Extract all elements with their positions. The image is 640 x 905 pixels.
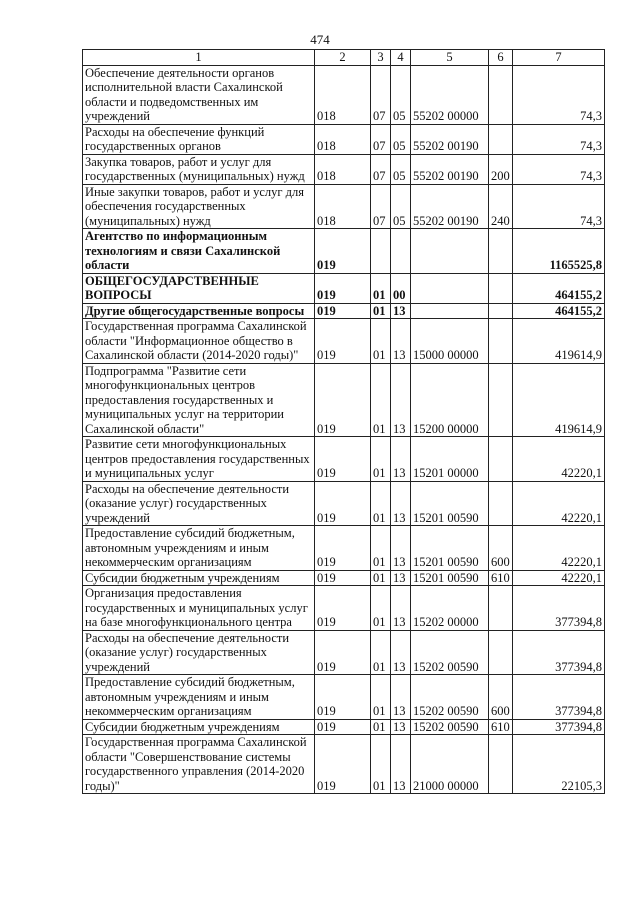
row-csr-cell: 55202 00190 bbox=[411, 124, 489, 154]
row-name-cell: Другие общегосударственные вопросы bbox=[83, 303, 315, 319]
row-vr-cell: 600 bbox=[489, 526, 513, 571]
row-vr-cell: 610 bbox=[489, 719, 513, 735]
row-pr-cell: 13 bbox=[391, 719, 411, 735]
table-row bbox=[83, 184, 605, 229]
table-row bbox=[83, 481, 605, 526]
row-sum-cell: 42220,1 bbox=[513, 570, 605, 586]
row-pr-cell: 13 bbox=[391, 586, 411, 631]
row-vr-cell bbox=[489, 303, 513, 319]
row-name-cell: ОБЩЕГОСУДАРСТВЕННЫЕ ВОПРОСЫ bbox=[83, 273, 315, 303]
row-ved-cell: 019 bbox=[315, 229, 371, 274]
row-rz-cell: 07 bbox=[371, 154, 391, 184]
table-row bbox=[83, 719, 605, 735]
column-header: 2 bbox=[315, 50, 371, 66]
row-sum-cell: 377394,8 bbox=[513, 675, 605, 720]
row-name-cell: Государственная программа Сахалинской области "Информационное общество в Сахалинской области (2014-2020 годы)" bbox=[83, 319, 315, 364]
row-vr-cell bbox=[489, 124, 513, 154]
row-pr-cell: 13 bbox=[391, 437, 411, 482]
row-ved-cell: 019 bbox=[315, 273, 371, 303]
column-header: 3 bbox=[371, 50, 391, 66]
row-vr-cell: 600 bbox=[489, 675, 513, 720]
row-vr-cell bbox=[489, 630, 513, 675]
row-pr-cell: 13 bbox=[391, 363, 411, 437]
table-row bbox=[83, 154, 605, 184]
row-sum-cell: 22105,3 bbox=[513, 735, 605, 794]
column-header: 6 bbox=[489, 50, 513, 66]
row-pr-cell bbox=[391, 229, 411, 274]
row-vr-cell bbox=[489, 481, 513, 526]
row-vr-cell bbox=[489, 273, 513, 303]
row-rz-cell: 01 bbox=[371, 675, 391, 720]
row-csr-cell: 15201 00000 bbox=[411, 437, 489, 482]
row-name-cell: Расходы на обеспечение функций государственных органов bbox=[83, 124, 315, 154]
row-pr-cell: 05 bbox=[391, 124, 411, 154]
row-rz-cell: 01 bbox=[371, 481, 391, 526]
row-pr-cell: 13 bbox=[391, 570, 411, 586]
row-csr-cell bbox=[411, 273, 489, 303]
row-sum-cell: 42220,1 bbox=[513, 526, 605, 571]
table-row bbox=[83, 630, 605, 675]
table-row bbox=[83, 586, 605, 631]
row-rz-cell: 01 bbox=[371, 719, 391, 735]
row-ved-cell: 019 bbox=[315, 675, 371, 720]
row-csr-cell: 15202 00000 bbox=[411, 586, 489, 631]
table-body bbox=[83, 50, 605, 794]
column-header: 7 bbox=[513, 50, 605, 66]
row-vr-cell bbox=[489, 437, 513, 482]
row-vr-cell: 200 bbox=[489, 154, 513, 184]
row-ved-cell: 019 bbox=[315, 303, 371, 319]
row-name-cell: Закупка товаров, работ и услуг для государственных (муниципальных) нужд bbox=[83, 154, 315, 184]
table-row bbox=[83, 570, 605, 586]
row-pr-cell: 05 bbox=[391, 184, 411, 229]
row-vr-cell bbox=[489, 735, 513, 794]
row-name-cell: Субсидии бюджетным учреждениям bbox=[83, 570, 315, 586]
row-pr-cell: 13 bbox=[391, 630, 411, 675]
row-ved-cell: 019 bbox=[315, 481, 371, 526]
row-name-cell: Агентство по информационным технологиям и связи Сахалинской области bbox=[83, 229, 315, 274]
row-csr-cell bbox=[411, 303, 489, 319]
row-ved-cell: 019 bbox=[315, 526, 371, 571]
row-csr-cell: 55202 00000 bbox=[411, 65, 489, 124]
row-name-cell: Развитие сети многофункциональных центров предоставления государственных и муниципальных услуг bbox=[83, 437, 315, 482]
row-ved-cell: 019 bbox=[315, 719, 371, 735]
row-rz-cell: 01 bbox=[371, 303, 391, 319]
row-pr-cell: 00 bbox=[391, 273, 411, 303]
row-name-cell: Подпрограмма "Развитие сети многофункциональных центров предоставления государственных и муниципальных услуг на территории Сахалинской области" bbox=[83, 363, 315, 437]
row-ved-cell: 018 bbox=[315, 65, 371, 124]
table-row bbox=[83, 675, 605, 720]
row-name-cell: Предоставление субсидий бюджетным, автономным учреждениям и иным некоммерческим организациям bbox=[83, 526, 315, 571]
row-csr-cell: 15202 00590 bbox=[411, 675, 489, 720]
row-ved-cell: 019 bbox=[315, 363, 371, 437]
row-pr-cell: 13 bbox=[391, 319, 411, 364]
row-rz-cell: 01 bbox=[371, 735, 391, 794]
row-sum-cell: 377394,8 bbox=[513, 719, 605, 735]
row-ved-cell: 019 bbox=[315, 735, 371, 794]
table-row bbox=[83, 229, 605, 274]
table-row bbox=[83, 437, 605, 482]
table-row bbox=[83, 363, 605, 437]
column-header: 1 bbox=[83, 50, 315, 66]
row-name-cell: Обеспечение деятельности органов исполнительной власти Сахалинской области и подведомственных им учреждений bbox=[83, 65, 315, 124]
row-csr-cell: 15202 00590 bbox=[411, 630, 489, 675]
row-name-cell: Расходы на обеспечение деятельности (оказание услуг) государственных учреждений bbox=[83, 630, 315, 675]
column-header: 5 bbox=[411, 50, 489, 66]
row-rz-cell: 07 bbox=[371, 124, 391, 154]
row-ved-cell: 018 bbox=[315, 154, 371, 184]
row-csr-cell: 15200 00000 bbox=[411, 363, 489, 437]
row-rz-cell: 01 bbox=[371, 273, 391, 303]
table-header-row bbox=[83, 50, 605, 66]
column-header: 4 bbox=[391, 50, 411, 66]
row-ved-cell: 019 bbox=[315, 319, 371, 364]
row-pr-cell: 13 bbox=[391, 735, 411, 794]
row-vr-cell bbox=[489, 319, 513, 364]
row-csr-cell: 15202 00590 bbox=[411, 719, 489, 735]
row-csr-cell: 55202 00190 bbox=[411, 154, 489, 184]
row-pr-cell: 13 bbox=[391, 481, 411, 526]
row-name-cell: Субсидии бюджетным учреждениям bbox=[83, 719, 315, 735]
row-csr-cell: 15201 00590 bbox=[411, 570, 489, 586]
row-sum-cell: 464155,2 bbox=[513, 303, 605, 319]
page-number: 474 bbox=[310, 32, 330, 47]
row-rz-cell: 01 bbox=[371, 319, 391, 364]
row-name-cell: Государственная программа Сахалинской области "Совершенствование системы государственного управления (2014-2020 годы)" bbox=[83, 735, 315, 794]
row-sum-cell: 377394,8 bbox=[513, 630, 605, 675]
row-sum-cell: 74,3 bbox=[513, 154, 605, 184]
row-name-cell: Расходы на обеспечение деятельности (оказание услуг) государственных учреждений bbox=[83, 481, 315, 526]
row-name-cell: Предоставление субсидий бюджетным, автономным учреждениям и иным некоммерческим организациям bbox=[83, 675, 315, 720]
row-sum-cell: 74,3 bbox=[513, 184, 605, 229]
row-ved-cell: 018 bbox=[315, 124, 371, 154]
row-pr-cell: 05 bbox=[391, 65, 411, 124]
row-vr-cell bbox=[489, 586, 513, 631]
row-sum-cell: 42220,1 bbox=[513, 437, 605, 482]
row-csr-cell: 21000 00000 bbox=[411, 735, 489, 794]
row-csr-cell: 15201 00590 bbox=[411, 481, 489, 526]
row-name-cell: Организация предоставления государственных и муниципальных услуг на базе многофункционального центра bbox=[83, 586, 315, 631]
row-sum-cell: 419614,9 bbox=[513, 319, 605, 364]
row-ved-cell: 018 bbox=[315, 184, 371, 229]
row-ved-cell: 019 bbox=[315, 570, 371, 586]
row-rz-cell: 01 bbox=[371, 586, 391, 631]
table-row bbox=[83, 65, 605, 124]
row-csr-cell: 55202 00190 bbox=[411, 184, 489, 229]
row-ved-cell: 019 bbox=[315, 586, 371, 631]
row-vr-cell: 240 bbox=[489, 184, 513, 229]
row-rz-cell: 07 bbox=[371, 65, 391, 124]
table-row bbox=[83, 526, 605, 571]
row-vr-cell bbox=[489, 229, 513, 274]
table-row bbox=[83, 303, 605, 319]
row-rz-cell: 01 bbox=[371, 437, 391, 482]
table-row bbox=[83, 273, 605, 303]
row-rz-cell bbox=[371, 229, 391, 274]
row-sum-cell: 419614,9 bbox=[513, 363, 605, 437]
row-name-cell: Иные закупки товаров, работ и услуг для обеспечения государственных (муниципальных) нужд bbox=[83, 184, 315, 229]
row-rz-cell: 01 bbox=[371, 570, 391, 586]
row-vr-cell: 610 bbox=[489, 570, 513, 586]
row-pr-cell: 05 bbox=[391, 154, 411, 184]
table-row bbox=[83, 319, 605, 364]
row-sum-cell: 74,3 bbox=[513, 65, 605, 124]
row-sum-cell: 1165525,8 bbox=[513, 229, 605, 274]
row-csr-cell: 15201 00590 bbox=[411, 526, 489, 571]
row-sum-cell: 464155,2 bbox=[513, 273, 605, 303]
row-csr-cell bbox=[411, 229, 489, 274]
row-rz-cell: 01 bbox=[371, 363, 391, 437]
row-pr-cell: 13 bbox=[391, 675, 411, 720]
row-vr-cell bbox=[489, 363, 513, 437]
row-vr-cell bbox=[489, 65, 513, 124]
table-row bbox=[83, 735, 605, 794]
row-pr-cell: 13 bbox=[391, 303, 411, 319]
row-sum-cell: 377394,8 bbox=[513, 586, 605, 631]
row-pr-cell: 13 bbox=[391, 526, 411, 571]
row-sum-cell: 42220,1 bbox=[513, 481, 605, 526]
row-ved-cell: 019 bbox=[315, 437, 371, 482]
budget-table bbox=[82, 49, 605, 794]
row-rz-cell: 01 bbox=[371, 526, 391, 571]
table-row bbox=[83, 124, 605, 154]
row-rz-cell: 07 bbox=[371, 184, 391, 229]
row-csr-cell: 15000 00000 bbox=[411, 319, 489, 364]
row-sum-cell: 74,3 bbox=[513, 124, 605, 154]
row-rz-cell: 01 bbox=[371, 630, 391, 675]
row-ved-cell: 019 bbox=[315, 630, 371, 675]
